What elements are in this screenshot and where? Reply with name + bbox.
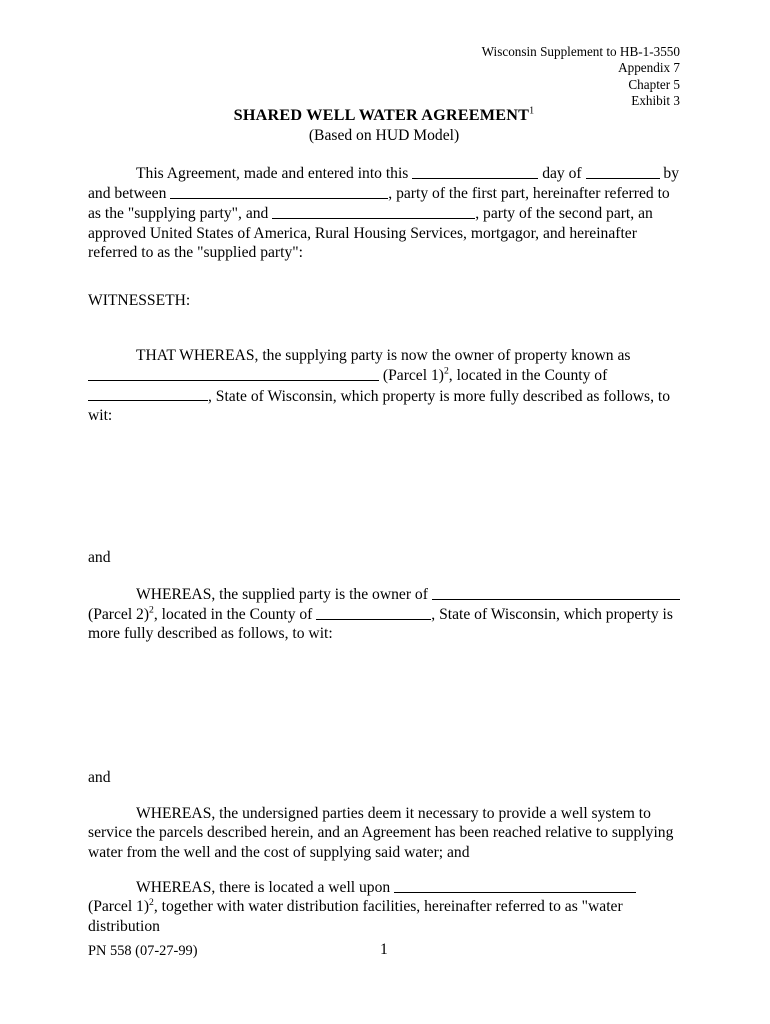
blank-month[interactable]: [586, 163, 660, 179]
blank-second-party[interactable]: [272, 203, 475, 219]
blank-well-location[interactable]: [394, 877, 636, 893]
header-line-supplement: Wisconsin Supplement to HB-1-3550: [481, 44, 680, 59]
p2-segment-3: , located in the County of: [448, 367, 608, 385]
header-line-exhibit: Exhibit 3: [631, 93, 680, 109]
p3-footnote-marker: 2: [149, 604, 154, 616]
connector-and-first: and: [88, 549, 111, 566]
document-subtitle: (Based on HUD Model): [308, 127, 460, 144]
p1-segment-2: day of: [542, 164, 582, 182]
paragraph-well-location: [88, 877, 680, 936]
blank-county-parcel2[interactable]: [316, 604, 431, 620]
p5-footnote-marker: 2: [149, 897, 154, 909]
document-title: [88, 106, 680, 125]
document-title-footnote-marker: 1: [529, 105, 535, 117]
paragraph-well-system-necessity: [88, 804, 680, 862]
p2-segment-2: (Parcel 1): [382, 367, 444, 385]
connector-and-second: and: [88, 769, 111, 786]
p2-segment-4: , State of Wisconsin, which property is more fully described as follows, to wit:: [88, 387, 671, 424]
paragraph-supplied-party-property: [88, 584, 680, 644]
p3-segment-1: WHEREAS, the supplied party is the owner of: [136, 585, 428, 603]
p3-segment-4: , State of Wisconsin, which property is more fully described as follows, to wit:: [88, 606, 673, 643]
footer-page-number: 1: [380, 941, 388, 958]
p1-segment-5: , party of the second part, an approved United States of America, Rural Housing Services, mortgagor, and hereinafter referred to as the "supplied party":: [88, 205, 653, 262]
p3-segment-2: (Parcel 2): [88, 606, 150, 624]
blank-parcel2-description[interactable]: [432, 584, 680, 600]
p2-footnote-marker: 2: [443, 366, 449, 378]
document-title-text: SHARED WELL WATER AGREEMENT: [233, 106, 530, 124]
blank-first-party[interactable]: [170, 183, 388, 199]
p2-segment-1: THAT WHEREAS, the supplying party is now the owner of property known as: [136, 347, 631, 364]
header-line-chapter: Chapter 5: [628, 76, 680, 92]
blank-county-parcel1[interactable]: [88, 386, 208, 402]
paragraph-supplying-party-property: [88, 346, 680, 425]
blank-parcel1-description[interactable]: [88, 365, 379, 381]
blank-day[interactable]: [412, 163, 538, 179]
document-header: [88, 44, 680, 110]
p5-segment-1: WHEREAS, there is located a well upon: [136, 878, 391, 896]
footer-form-number: PN 558 (07-27-99): [88, 943, 198, 959]
p1-segment-4: , party of the first part, hereinafter referred to as the "supplying party", and: [88, 185, 670, 223]
p1-segment-3: by and between: [88, 164, 680, 203]
p1-segment-1: This Agreement, made and entered into this: [136, 164, 409, 182]
p5-segment-3: , together with water distribution facilities, hereinafter referred to as "water distribution: [88, 898, 623, 935]
p3-segment-3: , located in the County of: [153, 606, 313, 624]
p4-text: WHEREAS, the undersigned parties deem it necessary to provide a well system to service the parcels described herein, and an Agreement has been reached relative to supplying water from the well and the cost of supplying said water; and: [88, 805, 674, 861]
p5-segment-2: (Parcel 1): [88, 898, 150, 916]
paragraph-agreement-intro: [88, 163, 680, 262]
header-line-appendix: Appendix 7: [618, 60, 680, 76]
witnesseth-heading: WITNESSETH:: [88, 292, 191, 309]
